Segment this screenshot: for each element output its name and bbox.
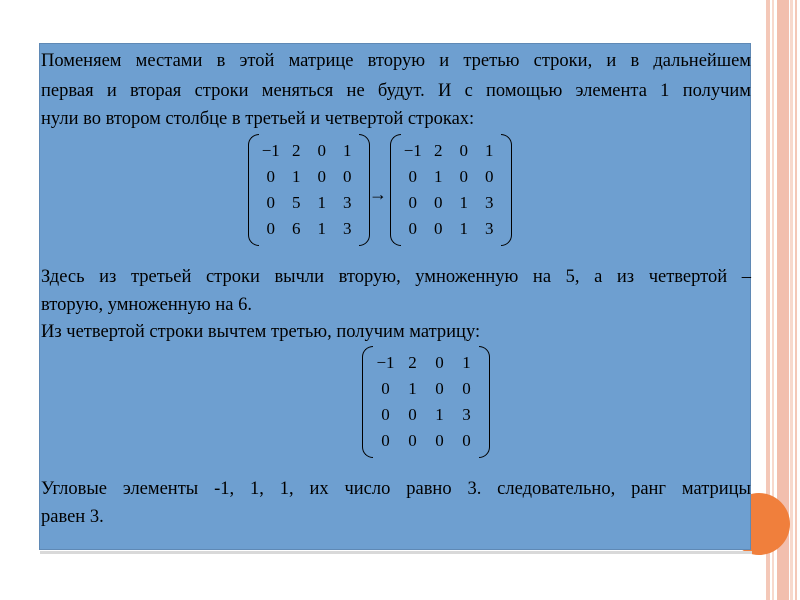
matrix-cell: 0 — [435, 431, 444, 450]
matrix-cell: 0 — [408, 405, 417, 424]
decor-stripe — [795, 0, 797, 600]
paragraph-1-line-2: первая и вторая строки меняться не будут. И с помощью элемента 1 получим — [41, 81, 751, 101]
matrix-a — [258, 138, 360, 242]
matrix-cell: 0 — [381, 405, 390, 424]
matrix-cell: 2 — [434, 141, 443, 160]
matrix-cell: 0 — [266, 167, 275, 186]
matrix-cell: 0 — [343, 167, 352, 186]
matrix-b — [400, 138, 502, 242]
matrix-cell: 3 — [485, 219, 494, 238]
matrix-cell: −1 — [261, 141, 280, 160]
matrix-cell: 3 — [462, 405, 471, 424]
matrix-cell: 1 — [459, 219, 468, 238]
matrix-cell: 0 — [459, 167, 468, 186]
matrix-cell: 3 — [485, 193, 494, 212]
matrix-cell: 1 — [343, 141, 352, 160]
matrix-cell: 1 — [317, 219, 326, 238]
matrix-cell: 0 — [381, 431, 390, 450]
matrix-cell: 0 — [266, 219, 275, 238]
matrix-cell: 1 — [459, 193, 468, 212]
decor-stripe — [790, 0, 793, 600]
paragraph-4-line-1: Угловые элементы -1, 1, 1, их число равно 3. следовательно, ранг матрицы — [41, 479, 751, 499]
matrix-cell: 0 — [381, 379, 390, 398]
matrix-cell: 0 — [435, 353, 444, 372]
paragraph-4-line-2: равен 3. — [41, 507, 104, 527]
matrix-cell: 1 — [434, 167, 443, 186]
matrix-cell: 0 — [317, 167, 326, 186]
matrix-cell: 0 — [485, 167, 494, 186]
matrix-cell: 0 — [462, 379, 471, 398]
matrix-cell: 1 — [462, 353, 471, 372]
matrix-cell: 0 — [408, 193, 417, 212]
matrix-cell: 5 — [292, 193, 301, 212]
paragraph-2-line-2: вторую, умноженную на 6. — [41, 295, 252, 315]
matrix-cell: 0 — [317, 141, 326, 160]
matrix-cell: −1 — [376, 353, 395, 372]
matrix-cell: 2 — [292, 141, 301, 160]
paragraph-1-line-3: нули во втором столбце в третьей и четвертой строках: — [41, 109, 475, 129]
matrix-cell: 0 — [434, 219, 443, 238]
matrix-cell: 0 — [266, 193, 275, 212]
matrix-cell: 2 — [408, 353, 417, 372]
matrix-cell: 3 — [343, 193, 352, 212]
panel-shadow — [40, 551, 752, 554]
matrix-cell: 0 — [435, 379, 444, 398]
matrix-cell: −1 — [403, 141, 422, 160]
matrix-cell: 0 — [459, 141, 468, 160]
matrix-cell: 3 — [343, 219, 352, 238]
paragraph-2-line-1: Здесь из третьей строки вычли вторую, умноженную на 5, а из четвертой – — [41, 267, 751, 287]
matrix-cell: 0 — [408, 219, 417, 238]
matrix-cell: 1 — [408, 379, 417, 398]
matrix-cell: 1 — [435, 405, 444, 424]
paragraph-1-line-1: Поменяем местами в этой матрице вторую и третью строки, и в дальнейшем — [41, 51, 751, 71]
matrix-cell: 0 — [408, 431, 417, 450]
matrix-cell: 1 — [317, 193, 326, 212]
matrix-cell: 0 — [434, 193, 443, 212]
matrix-cell: 1 — [485, 141, 494, 160]
matrix-cell: 0 — [408, 167, 417, 186]
arrow-icon: → — [369, 184, 387, 204]
matrix-c — [372, 350, 480, 454]
matrix-cell: 0 — [462, 431, 471, 450]
matrix-cell: 6 — [292, 219, 301, 238]
matrix-cell: 1 — [292, 167, 301, 186]
paragraph-3-line-1: Из четвертой строки вычтем третью, получим матрицу: — [41, 322, 481, 342]
